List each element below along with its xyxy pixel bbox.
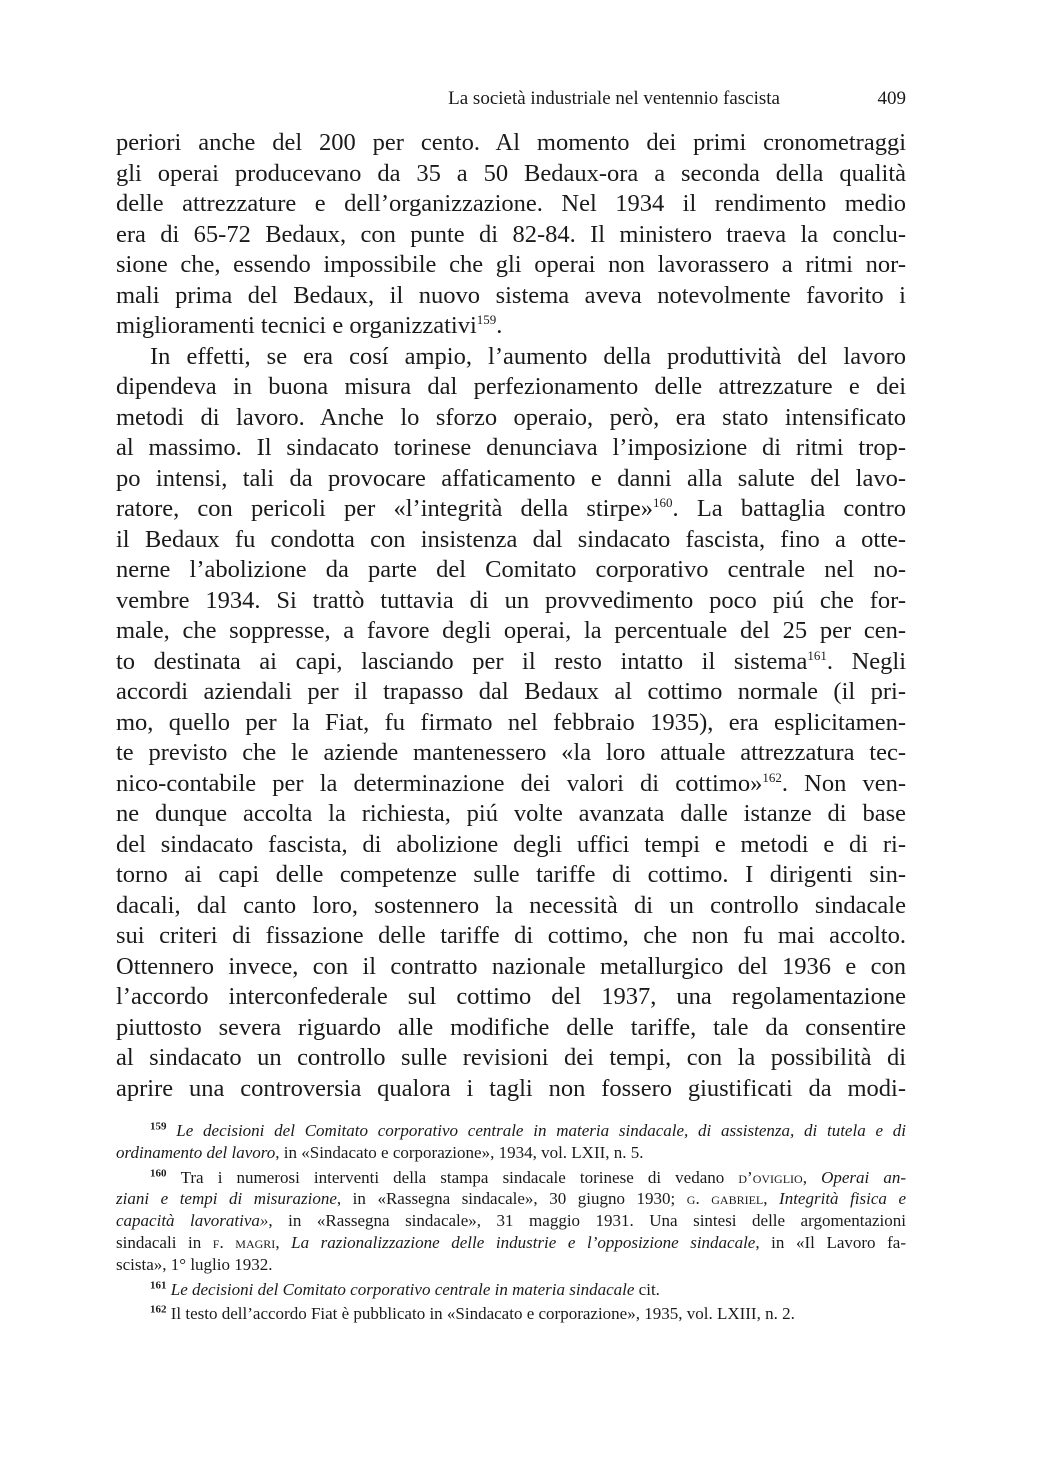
text-segment: . Non ven- bbox=[781, 769, 906, 797]
text-segment: miglioramenti tecnici e organizzativi bbox=[116, 312, 477, 339]
text-segment: . La battaglia contro bbox=[672, 495, 906, 522]
footnote-number: 161 bbox=[150, 1278, 167, 1291]
footnote-title: capacità lavorativa» bbox=[116, 1211, 269, 1231]
footnote-number: 160 bbox=[150, 1166, 167, 1179]
text-line: aprire una controversia qualora i tagli non fossero giustificati da modi- bbox=[116, 1074, 906, 1102]
text-segment: ratore, con pericoli per «l’integrità della stirpe» bbox=[116, 495, 654, 522]
text-line: mali prima del Bedaux, il nuovo sistema aveva notevolmente favorito i bbox=[116, 281, 906, 309]
text-segment: to destinata ai capi, lasciando per il resto intatto il sistema bbox=[116, 647, 808, 675]
text-line: periori anche del 200 per cento. Al momento dei primi cronometraggi bbox=[116, 129, 906, 156]
footnote-author: f. magri bbox=[212, 1232, 276, 1252]
footnote-text: , in «Rassegna sindacale», 31 maggio 1931. Una sintesi delle argomentazioni bbox=[268, 1211, 906, 1231]
footnote-text: , in «Il Lavoro fa- bbox=[755, 1232, 906, 1252]
footnote-line bbox=[116, 1232, 906, 1254]
footnote-ref-162[interactable]: 162 bbox=[762, 769, 782, 785]
footnote-line bbox=[116, 1167, 906, 1189]
text-line: sui criteri di fissazione delle tariffe di cottimo, che non fu mai accolto. bbox=[116, 922, 906, 949]
text-line: male, che soppresse, a favore degli operai, la percentuale del 25 per cen- bbox=[116, 617, 906, 644]
text-line: po intensi, tali da provocare affaticamento e danni alla salute del lavo- bbox=[116, 464, 906, 492]
footnote-ref-161[interactable]: 161 bbox=[807, 647, 827, 663]
text-line: nerne l’abolizione da parte del Comitato corporativo centrale nel no- bbox=[116, 556, 906, 583]
text-line: te previsto che le aziende mantenessero «la loro attuale attrezzatura tec- bbox=[116, 739, 906, 766]
text-line: al sindacato un controllo sulle revisioni dei tempi, con la possibilità di bbox=[116, 1044, 906, 1071]
text-line: dacali, dal canto loro, sostennero la necessità di un controllo sindacale bbox=[116, 891, 906, 919]
footnote-text: cit. bbox=[634, 1279, 660, 1299]
footnote-ref-159[interactable]: 159 bbox=[476, 311, 497, 327]
text-segment: . bbox=[496, 312, 503, 339]
paragraph bbox=[116, 342, 906, 1105]
footnote-line bbox=[116, 1188, 906, 1210]
footnote-title: Integrità fisica e bbox=[779, 1189, 906, 1209]
footnote-text: , bbox=[763, 1189, 780, 1209]
footnote-number: 162 bbox=[150, 1303, 167, 1316]
footnote-title: Le decisioni del Comitato corporativo centrale in materia sindacale, di assistenza, di tutela e di bbox=[176, 1121, 906, 1140]
text-line: accordi aziendali per il trapasso dal Bedaux al cottimo normale (il pri- bbox=[116, 678, 906, 705]
footnote-text: , in «Sindacato e corporazione», 1934, vol. LXII, n. 5. bbox=[275, 1142, 644, 1162]
text-line bbox=[116, 769, 906, 800]
main-text bbox=[116, 128, 906, 1104]
footnote-text: , bbox=[275, 1232, 292, 1252]
text-line: ne dunque accolta la richiesta, piú volte avanzata dalle istanze di base bbox=[116, 800, 906, 827]
footnote-text: , bbox=[802, 1167, 822, 1187]
footnote-line bbox=[116, 1210, 906, 1232]
text-line: era di 65-72 Bedaux, con punte di 82-84. Il ministero traeva la conclu- bbox=[116, 220, 906, 248]
footnote-author: d’oviglio bbox=[738, 1167, 803, 1187]
footnote-160 bbox=[116, 1167, 906, 1276]
text-line: vembre 1934. Si trattò tuttavia di un provvedimento poco piú che for- bbox=[116, 586, 906, 614]
running-title: La società industriale nel ventennio fascista bbox=[448, 88, 780, 109]
footnote-text: , in «Rassegna sindacale», 30 giugno 1930; bbox=[336, 1189, 687, 1209]
footnote-title: ziani e tempi di misurazione bbox=[116, 1189, 337, 1209]
text-line: del sindacato fascista, di abolizione degli uffici tempi e metodi e di ri- bbox=[116, 830, 906, 858]
footnotes bbox=[116, 1120, 906, 1325]
footnote-line: scista», 1° luglio 1932. bbox=[116, 1254, 273, 1274]
footnote-text: sindacali in bbox=[116, 1232, 213, 1252]
footnote-text: Il testo dell’accordo Fiat è pubblicato in «Sindacato e corporazione», 1935, vol. LXIII, n. 2. bbox=[170, 1304, 795, 1324]
text-segment: . Negli bbox=[826, 647, 906, 675]
text-line bbox=[116, 311, 906, 342]
footnote-161 bbox=[116, 1279, 906, 1301]
text-line: sione che, essendo impossibile che gli operai non lavorassero a ritmi nor- bbox=[116, 251, 906, 278]
footnote-title: Le decisioni del Comitato corporativo centrale in materia sindacale bbox=[170, 1279, 635, 1299]
text-line bbox=[116, 494, 906, 525]
text-line: dipendeva in buona misura dal perfezionamento delle attrezzature e dei bbox=[116, 373, 906, 400]
text-line: In effetti, se era cosí ampio, l’aumento della produttività del lavoro bbox=[150, 342, 906, 370]
text-line: piuttosto severa riguardo alle modifiche delle tariffe, tale da consentire bbox=[116, 1013, 906, 1041]
page-number: 409 bbox=[877, 88, 906, 109]
footnote-line bbox=[116, 1279, 906, 1301]
text-line: torno ai capi delle competenze sulle tariffe di cottimo. I dirigenti sin- bbox=[116, 861, 906, 888]
running-header bbox=[116, 84, 906, 114]
footnote-line bbox=[116, 1120, 906, 1142]
text-line: gli operai producevano da 35 a 50 Bedaux-ora a seconda della qualità bbox=[116, 159, 906, 187]
text-line: metodi di lavoro. Anche lo sforzo operaio, però, era stato intensificato bbox=[116, 403, 906, 431]
footnote-title: Operai an- bbox=[821, 1167, 906, 1187]
footnote-text: Tra i numerosi interventi della stampa sindacale torinese di vedano bbox=[180, 1167, 739, 1187]
footnote-number: 159 bbox=[150, 1120, 167, 1133]
footnote-line bbox=[116, 1142, 906, 1164]
footnote-line bbox=[116, 1303, 906, 1325]
footnote-title: ordinamento del lavoro bbox=[116, 1142, 276, 1162]
text-segment: nico-contabile per la determinazione dei valori di cottimo» bbox=[116, 769, 763, 797]
paragraph bbox=[116, 128, 906, 342]
footnote-author: g. gabriel bbox=[686, 1189, 764, 1209]
text-line: delle attrezzature e dell’organizzazione. Nel 1934 il rendimento medio bbox=[116, 190, 906, 217]
text-line bbox=[116, 647, 906, 678]
footnote-title: La razionalizzazione delle industrie e l’opposizione sindacale bbox=[291, 1232, 756, 1252]
text-line: il Bedaux fu condotta con insistenza dal sindacato fascista, fino a otte- bbox=[116, 525, 906, 553]
text-line: mo, quello per la Fiat, fu firmato nel febbraio 1935), era esplicitamen- bbox=[116, 708, 906, 736]
text-line: al massimo. Il sindacato torinese denunciava l’imposizione di ritmi trop- bbox=[116, 434, 906, 461]
footnote-159 bbox=[116, 1120, 906, 1164]
footnote-162 bbox=[116, 1303, 906, 1325]
text-line: l’accordo interconfederale sul cottimo del 1937, una regolamentazione bbox=[116, 983, 906, 1010]
footnote-ref-160[interactable]: 160 bbox=[653, 494, 673, 510]
text-line: Ottennero invece, con il contratto nazionale metallurgico del 1936 e con bbox=[116, 952, 906, 980]
